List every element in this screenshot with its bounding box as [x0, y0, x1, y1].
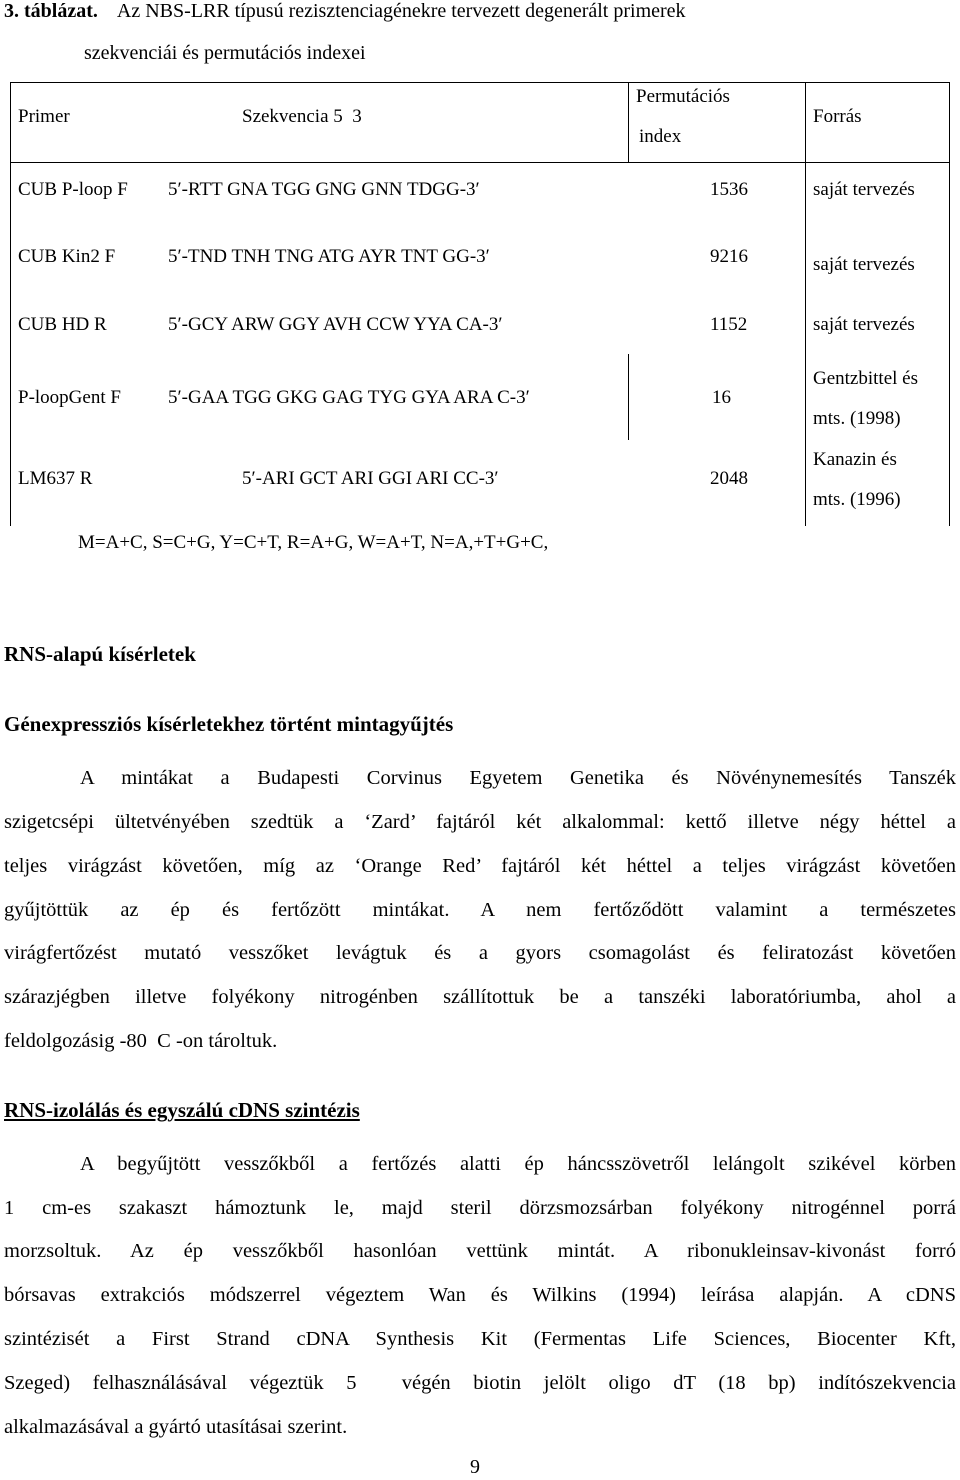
table-header-divider [10, 162, 950, 163]
row3-sequence: 5′-GCY ARW GGY AVH CCW YYA CA-3′ [168, 314, 503, 335]
primer-table [10, 82, 950, 526]
header-sequence: Szekvencia 5 3 [242, 106, 362, 127]
table-caption-number: 3. táblázat. [4, 0, 98, 22]
row3-index: 1152 [710, 314, 748, 335]
subsection-title-sampling: Génexpressziós kísérletekhez történt mintagyűjtés [4, 712, 454, 736]
section-title-rna-isolation: RNS-izolálás és egyszálú cDNS szintézis [4, 1098, 360, 1122]
paragraph-line: szárazjégben illetve folyékony nitrogénben szállítottuk be a tanszéki laboratóriumba, ahol a [4, 986, 956, 1008]
table-border-left [10, 82, 11, 526]
row2-primer: CUB Kin2 F [18, 246, 116, 267]
row4-primer: P-loopGent F [18, 387, 121, 408]
section-title-rna: RNS-alapú kísérletek [4, 642, 196, 666]
row4-source: Gentzbittel és [813, 368, 918, 389]
table-column-divider-index-lower [628, 354, 629, 440]
row5-source: Kanazin és [813, 449, 897, 470]
table-legend: M=A+C, S=C+G, Y=C+T, R=A+G, W=A+T, N=A,+T+G+C, [78, 532, 549, 553]
row5-index: 2048 [710, 468, 748, 489]
paragraph-line: 1 cm-es szakaszt hámoztunk le, majd steril dörzsmozsárban folyékony nitrogénnel porrá [4, 1197, 956, 1219]
paragraph-line: teljes virágzást követően, míg az ‘Orange Red’ fajtáról két héttel a teljes virágzást követően [4, 855, 956, 877]
row5-source-line2: mts. (1996) [813, 489, 901, 510]
paragraph-line: feldolgozásig -80 C -on tároltuk. [4, 1030, 278, 1052]
row4-index: 16 [712, 387, 731, 408]
row4-source-line2: mts. (1998) [813, 408, 901, 429]
row1-primer: CUB P-loop F [18, 179, 128, 200]
page-number: 9 [470, 1456, 480, 1478]
table-border-top [10, 82, 950, 83]
row3-source: saját tervezés [813, 314, 915, 335]
paragraph-line: A mintákat a Budapesti Corvinus Egyetem Genetika és Növénynemesítés Tanszék [80, 767, 956, 789]
paragraph-line: morzsoltuk. Az ép vesszőkből hasonlóan vettünk mintát. A ribonukleinsav-kivonást forró [4, 1240, 956, 1262]
row2-index: 9216 [710, 246, 748, 267]
row2-sequence: 5′-TND TNH TNG ATG AYR TNT GG-3′ [168, 246, 490, 267]
table-caption-continuation: szekvenciái és permutációs indexei [84, 42, 366, 64]
table-column-divider-index [628, 82, 629, 162]
row1-source: saját tervezés [813, 179, 915, 200]
row5-sequence: 5′-ARI GCT ARI GGI ARI CC-3′ [242, 468, 499, 489]
row5-primer: LM637 R [18, 468, 93, 489]
row4-sequence: 5′-GAA TGG GKG GAG TYG GYA ARA C-3′ [168, 387, 530, 408]
table-caption [4, 0, 686, 23]
header-primer: Primer [18, 106, 70, 127]
row3-primer: CUB HD R [18, 314, 107, 335]
header-permutation-index: Permutációs [636, 86, 730, 107]
header-source: Forrás [813, 106, 862, 127]
paragraph-line: A begyűjtött vesszőkből a fertőzés alatti ép háncsszövetről lelángolt szikével körben [80, 1153, 956, 1175]
row1-index: 1536 [710, 179, 748, 200]
table-column-divider-source [805, 82, 806, 526]
paragraph-line: Szeged) felhasználásával végeztük 5 végén biotin jelölt oligo dT (18 bp) indítószekvencia [4, 1372, 956, 1394]
paragraph-line: virágfertőzést mutató vesszőket levágtuk és a gyors csomagolást és feliratozást követően [4, 942, 956, 964]
table-caption-text: Az NBS-LRR típusú rezisztenciagénekre tervezett degenerált primerek [116, 0, 686, 22]
paragraph-line: alkalmazásával a gyártó utasításai szerint. [4, 1416, 348, 1438]
paragraph-line: gyűjtöttük az ép és fertőzött mintákat. A nem fertőződött valamint a természetes [4, 899, 956, 921]
table-border-right [949, 82, 950, 526]
header-permutation-index-line2: index [639, 126, 682, 147]
paragraph-line: bórsavas extrakciós módszerrel végeztem Wan és Wilkins (1994) leírása alapján. A cDNS [4, 1284, 956, 1306]
paragraph-line: szintézisét a First Strand cDNA Synthesis Kit (Fermentas Life Sciences, Biocenter Kft, [4, 1328, 956, 1350]
row1-sequence: 5′-RTT GNA TGG GNG GNN TDGG-3′ [168, 179, 480, 200]
paragraph-line: szigetcsépi ültetvényében szedtük a ‘Zard’ fajtáról két alkalommal: kettő illetve négy héttel a [4, 811, 956, 833]
row2-source: saját tervezés [813, 254, 915, 275]
